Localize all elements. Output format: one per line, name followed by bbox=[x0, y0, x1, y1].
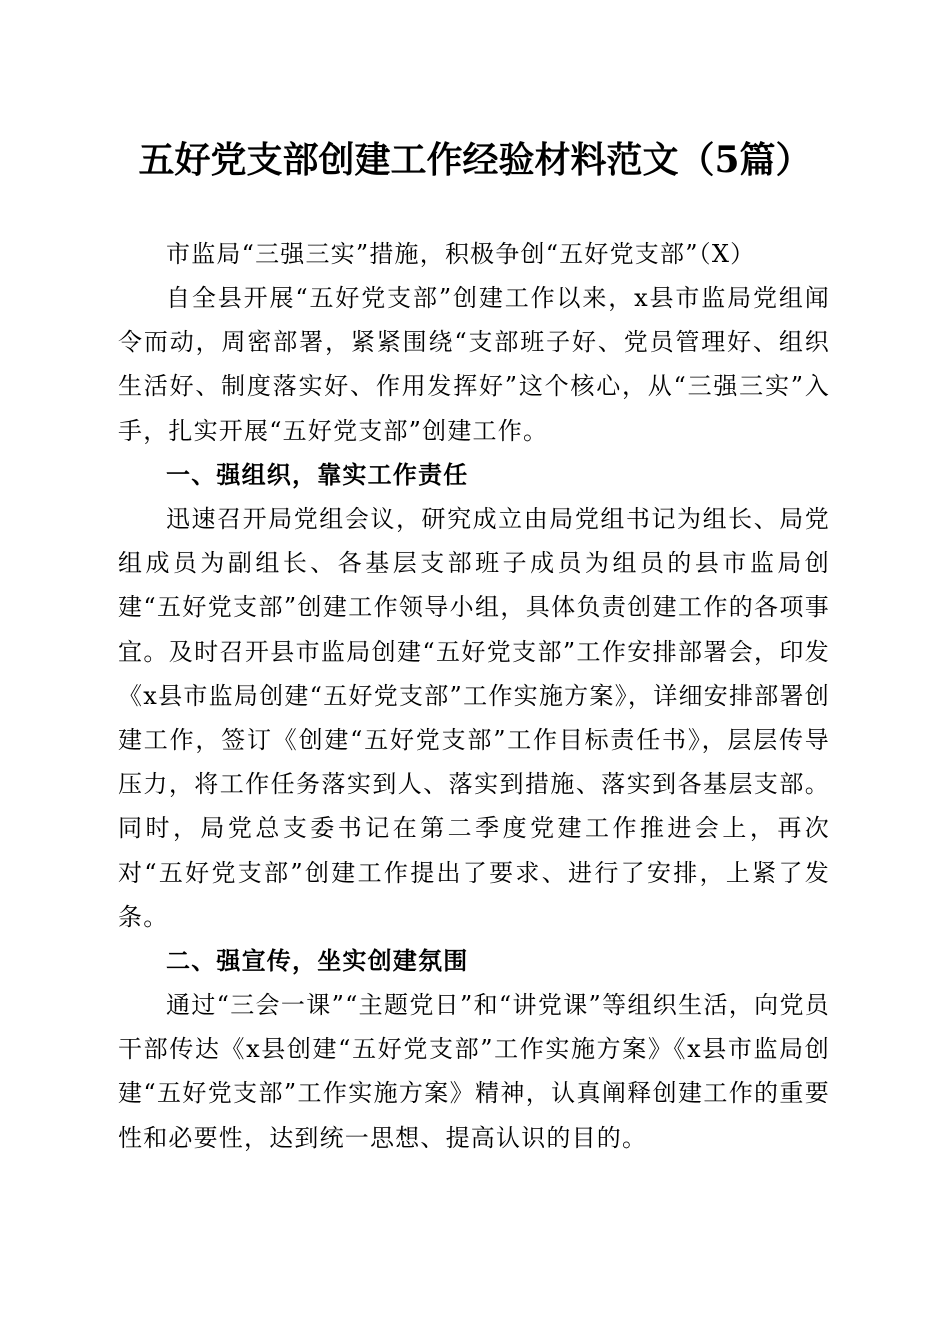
intro-paragraph: 自全县开展“五好党支部”创建工作以来，x县市监局党组闻令而动，周密部署，紧紧围绕“支部班子好、党员管理好、组织生活好、制度落实好、作用发挥好”这个核心，从“三强三实”入手，扎实开展“五好党支部”创建工作。 bbox=[118, 284, 830, 445]
section-heading-1: 一、强组织，靠实工作责任 bbox=[166, 461, 469, 489]
section-1-paragraph: 迅速召开局党组会议，研究成立由局党组书记为组长、局党组成员为副组长、各基层支部班子成员为组员的县市监局创建“五好党支部”创建工作领导小组，具体负责创建工作的各项事宜。及时召开县市监局创建“五好党支部”工作安排部署会，印发《x县市监局创建“五好党支部”工作实施方案》，详细安排部署创建工作，签订《创建“五好党支部”工作目标责任书》，层层传导压力，将工作任务落实到人、落实到措施、落实到各基层支部。同时，局党总支委书记在第二季度党建工作推进会上，再次对“五好党支部”创建工作提出了要求、进行了安排，上紧了发条。 bbox=[118, 505, 830, 931]
section-2-paragraph: 通过“三会一课”“主题党日”和“讲党课”等组织生活，向党员干部传达《x县创建“五好党支部”工作实施方案》《x县市监局创建“五好党支部”工作实施方案》精神，认真阐释创建工作的重要性和必要性，达到统一思想、提高认识的目的。 bbox=[118, 991, 830, 1152]
document-title: 五好党支部创建工作经验材料范文（5篇） bbox=[138, 139, 812, 181]
document-subtitle: 市监局“三强三实”措施，积极争创“五好党支部”（X） bbox=[166, 240, 756, 268]
section-heading-2: 二、强宣传，坐实创建氛围 bbox=[166, 947, 469, 975]
